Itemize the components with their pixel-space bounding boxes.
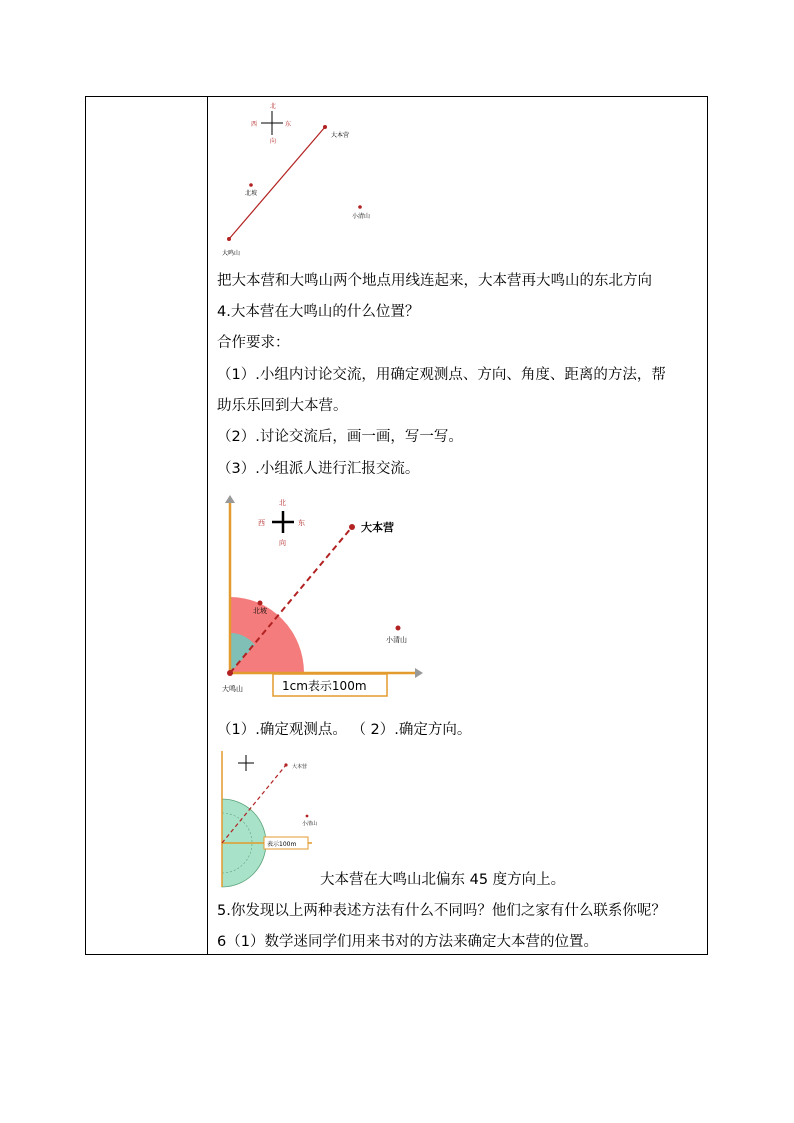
fig2-small-hill-label: 小清山 xyxy=(386,636,407,644)
text-line-2: 4.大本营在大鸣山的什么位置？ xyxy=(217,304,420,320)
fig2-scale-label: 1cm表示100m xyxy=(282,679,367,693)
fig2-big-hill-label: 大鸣山 xyxy=(222,685,243,693)
fig1-mid-label: 北坡 xyxy=(245,190,258,197)
text-line-8: （1）.确定观测点。 （ 2）.确定方向。 xyxy=(217,722,472,738)
table-frame xyxy=(85,96,708,955)
fig2-west: 西 xyxy=(258,519,265,527)
figure-map-2 xyxy=(218,493,428,705)
fig2-north: 北 xyxy=(279,499,286,507)
fig1-west: 西 xyxy=(251,121,258,128)
text-line-4: （1）.小组内讨论交流，用确定观测点、方向、角度、距离的方法，帮 xyxy=(217,367,666,383)
fig1-connect-line xyxy=(229,127,325,239)
text-line-6: （2）.讨论交流后，画一画，写一写。 xyxy=(217,429,463,445)
fig1-small-hill-label: 小清山 xyxy=(352,213,371,220)
fig2-east: 东 xyxy=(298,519,305,527)
fig2-south: 向 xyxy=(279,539,286,547)
text-line-10: 5.你发现以上两种表述方法有什么不同吗？他们之家有什么联系你呢？ xyxy=(217,903,666,919)
fig3-small-hill-label: 小清山 xyxy=(302,821,318,827)
fig1-big-hill-label: 大鸣山 xyxy=(222,250,241,257)
fig1-south: 向 xyxy=(270,138,277,145)
fig1-north: 北 xyxy=(270,103,277,110)
content-cell xyxy=(208,97,707,954)
text-line-1: 把大本营和大鸣山两个地点用线连起来，大本营再大鸣山的东北方向 xyxy=(217,273,652,289)
fig3-camp-label: 大本营 xyxy=(292,764,308,770)
text-line-9: 大本营在大鸣山北偏东 45 度方向上。 xyxy=(320,872,566,888)
fig2-camp-label: 大本营 xyxy=(361,521,394,534)
fig3-scale-label: 表示100m xyxy=(267,841,297,848)
figure-map-1 xyxy=(218,99,398,269)
text-line-11: 6（1）数学迷同学们用来书对的方法来确定大本营的位置。 xyxy=(217,934,598,950)
fig1-east: 东 xyxy=(285,121,292,128)
text-line-7: （3）.小组派人进行汇报交流。 xyxy=(217,461,420,477)
text-line-5: 助乐乐回到大本营。 xyxy=(217,398,348,414)
fig2-mid-label: 北坡 xyxy=(253,607,267,615)
figure-map-3 xyxy=(212,749,332,889)
fig1-camp-label: 大本营 xyxy=(331,132,350,139)
text-line-3: 合作要求： xyxy=(217,335,290,351)
